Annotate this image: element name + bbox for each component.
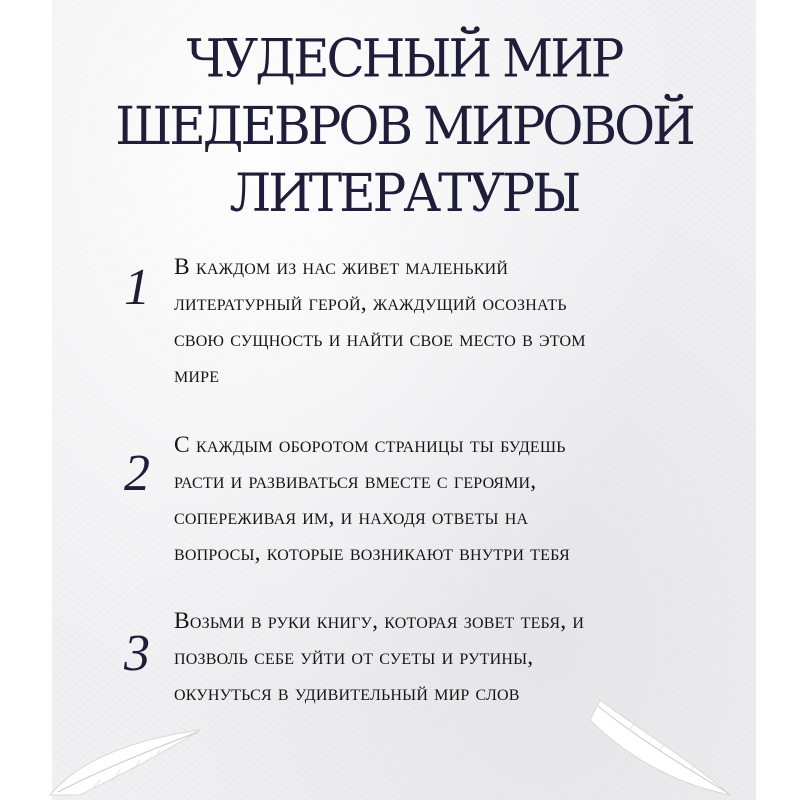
item-number: 2 xyxy=(124,445,150,502)
item-text-line: позволь себе уйти от суеты и рутины, xyxy=(174,644,534,670)
item-text xyxy=(174,249,714,393)
item-text xyxy=(174,427,714,571)
item-text-line: С каждым оборотом страницы ты будешь xyxy=(174,432,566,458)
item-text-line: сопереживая им, и находя ответы на xyxy=(174,504,529,530)
poster-title xyxy=(52,25,756,227)
feather-icon xyxy=(40,700,210,800)
item-text-line: расти и развиваться вместе с героями, xyxy=(174,468,537,494)
item-text-line: В каждом из нас живет маленький xyxy=(174,254,509,280)
item-number: 1 xyxy=(124,259,150,316)
item-text-line: окунуться в удивительный мир слов xyxy=(174,680,520,706)
title-line: ЛИТЕРАТУРЫ xyxy=(229,162,579,224)
item-number: 3 xyxy=(124,625,150,682)
item-text-line: свою сущность и найти свое место в этом xyxy=(174,326,586,352)
item-text-line: вопросы, которые возникают внутри тебя xyxy=(174,540,570,566)
title-line: ШЕДЕВРОВ МИРОВОЙ xyxy=(115,95,693,157)
title-line: ЧУДЕСНЫЙ МИР xyxy=(186,28,622,90)
feather-icon xyxy=(580,690,740,800)
item-text-line: Возьми в руки книгу, которая зовет тебя, и xyxy=(174,608,585,634)
item-text-line: мире xyxy=(174,362,220,388)
item-text-line: литературный герой, жаждущий осознать xyxy=(174,290,567,316)
